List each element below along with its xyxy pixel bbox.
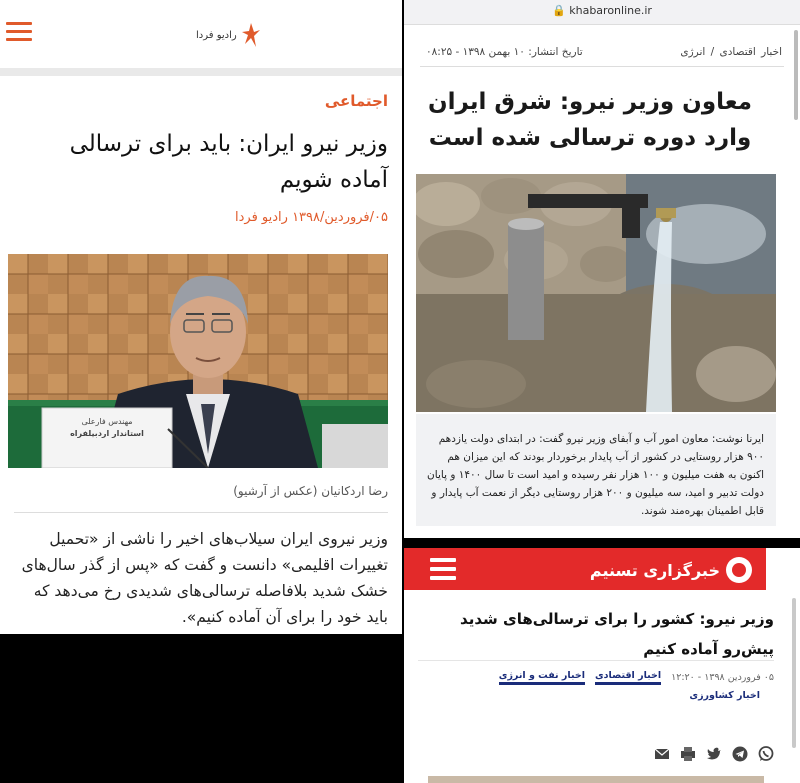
tag-economy[interactable]: اخبار اقتصادی: [595, 670, 661, 685]
whatsapp-icon[interactable]: [758, 746, 774, 762]
publish-date: تاریخ انتشار: ۱۰ بهمن ۱۳۹۸ - ۰۸:۲۵: [426, 46, 583, 58]
radio-farda-logo[interactable]: [196, 22, 261, 48]
telegram-icon[interactable]: [732, 746, 748, 762]
article-summary: ایرنا نوشت: معاون امور آب و آبفای وزیر نیرو گفت: در ابتدای دولت یازدهم ۹۰۰ هزار روستایی در کشور از آب پایدار برخوردار بودند که این میزان هم اکنون به هفت میلیون و ۱۰۰ هزار نفر رسیده و امید است تا سال ۱۴۰۰ و پایان دولت تدبیر و امید، سه میلیون و ۲۰۰ هزار روستایی دیگر از نعمت آب پایدار و قابل اطمینان بهره‌مند شوند.: [427, 433, 764, 517]
browser-url-bar[interactable]: [404, 0, 800, 25]
print-icon[interactable]: [680, 746, 696, 762]
breadcrumb[interactable]: اخبار اقتصادی / انرژی: [680, 46, 782, 58]
article-title: وزیر نیرو: کشور را برای ترسالی‌های شدید پیش‌رو آماده کنیم: [460, 610, 774, 658]
article-lead: وزیر نیروی ایران سیلاب‌های اخیر را ناشی از «تحمیل تغییرات اقلیمی» دانست و گفت که «پس از گذر سال‌های خشک شدید بلافاصله ترسالی‌های شدیدی رخ می‌دهد که باید خود را برای آن آماده کنیم».: [21, 530, 388, 626]
scrollbar[interactable]: [792, 598, 796, 748]
meta-divider: [420, 66, 784, 67]
lock-icon: 🔒: [552, 4, 566, 17]
placard-line-2: استاندار اردبیلفراه: [70, 429, 144, 438]
tag-oil-energy[interactable]: اخبار نفت و انرژی: [499, 670, 585, 685]
publish-date: ۰۵ فروردین ۱۳۹۸ - ۱۲:۲۰: [671, 672, 774, 683]
tasnim-article: [404, 548, 800, 783]
share-icons: [654, 746, 774, 762]
article-summary-box: [416, 414, 776, 526]
radio-farda-header: [0, 0, 402, 70]
category-label[interactable]: اجتماعی: [324, 92, 388, 110]
placard-line-1: مهندس فارعلی: [81, 417, 133, 426]
caption-divider: [14, 512, 388, 513]
article-title: معاون وزیر نیرو: شرق ایران وارد دوره ترسالی شده است: [428, 89, 752, 151]
radio-farda-logo-icon: [241, 22, 261, 48]
next-image-preview: [428, 776, 764, 783]
tasnim-header: [404, 548, 766, 590]
email-icon[interactable]: [654, 746, 670, 762]
article-photo: [416, 174, 776, 412]
photo-caption: رضا اردکانیان (عکس از آرشیو): [233, 484, 388, 498]
scrollbar[interactable]: [794, 30, 798, 120]
twitter-icon[interactable]: [706, 746, 722, 762]
radio-farda-logo-text: رادیو فردا: [196, 29, 237, 41]
url-text: khabaronline.ir: [569, 4, 652, 17]
header-divider: [0, 68, 402, 76]
tag-agriculture[interactable]: اخبار کشاورزی: [689, 690, 760, 701]
radio-farda-article: [0, 0, 402, 634]
tasnim-logo[interactable]: [590, 557, 752, 583]
article-title: وزیر نیرو ایران: باید برای ترسالی آماده شویم: [69, 131, 388, 193]
menu-icon[interactable]: [6, 22, 32, 42]
article-meta: [499, 670, 774, 685]
title-divider: [418, 660, 774, 661]
tasnim-logo-text: خبرگزاری تسنیم: [589, 560, 720, 580]
tasnim-logo-icon: [726, 557, 752, 583]
article-meta: ۰۵/فروردین/۱۳۹۸ رادیو فردا: [235, 210, 388, 225]
menu-icon[interactable]: [430, 558, 456, 580]
khabar-online-article: [404, 0, 800, 538]
article-photo: [8, 254, 388, 468]
